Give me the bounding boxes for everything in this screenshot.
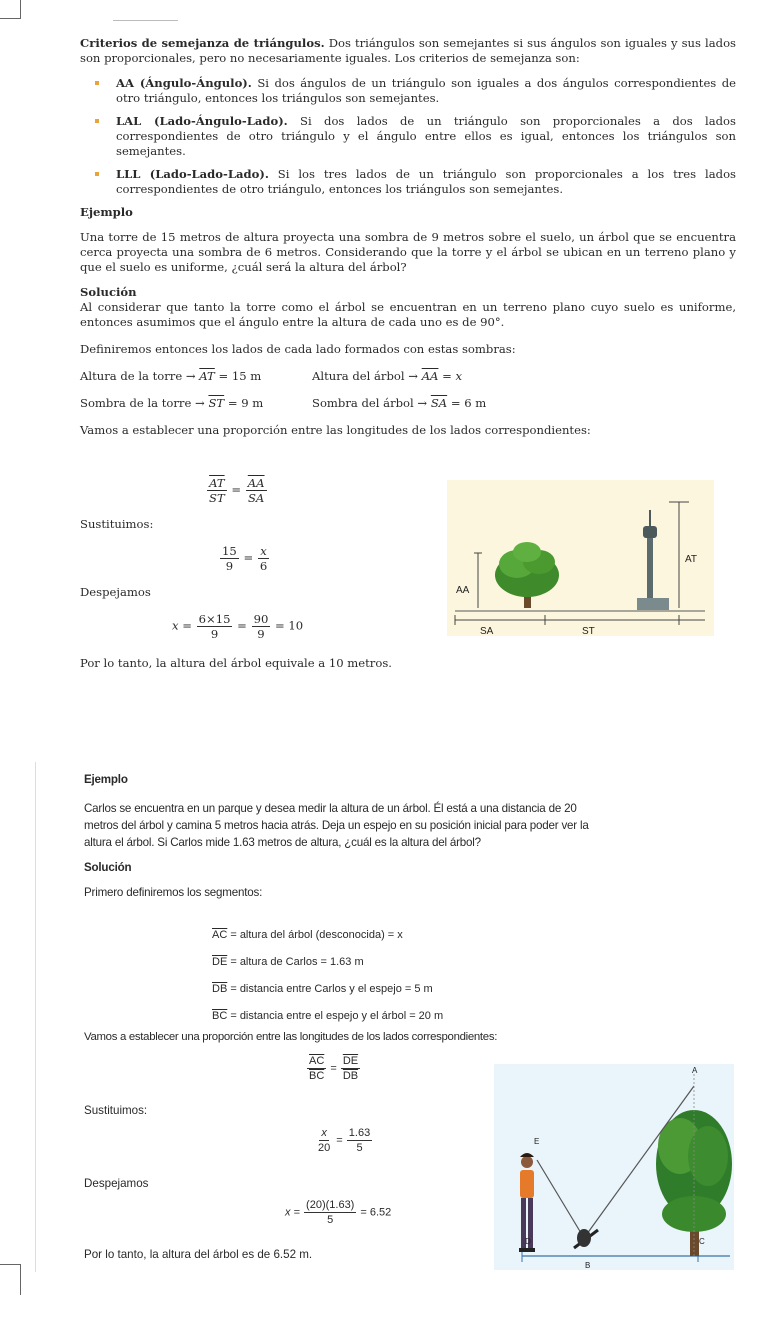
proportion-equation: $\frac{\overline{AT}}{ST}$ = $\frac{\overline{AA}}{SA}$ [209,476,265,505]
frac-num: x [260,544,267,558]
frac-den: SA [247,491,265,505]
label-a: A [692,1066,698,1075]
frac-num: $\overline{AT}$ [209,476,225,490]
substitute-label: Sustituimos: [80,517,154,531]
segment-ac: $\overline{AC}$ [212,929,228,941]
segment-st: $\overline{ST}$ [208,396,225,410]
definition-ac [212,922,443,949]
tree-crown-top [513,542,541,562]
eq-lhs: x = [172,618,192,633]
definition-db [212,976,443,1003]
page-top-rule [113,20,178,21]
segment-aa: $\overline{AA}$ [421,369,439,383]
def-label: Sombra del árbol → [312,396,428,410]
example2-substitute-label: Sustituimos: [84,1104,148,1117]
definition-text: = distancia entre el espejo y el árbol = 20 m [227,1010,444,1022]
example1-conclusion: Por lo tanto, la altura del árbol equivale a 10 metros. [80,656,392,670]
definition-text: = distancia entre Carlos y el espejo = 5 m [227,983,433,995]
frac-den: 9 [257,627,265,641]
criteria-intro [80,36,736,66]
example2-solve-label: Despejamos [84,1177,149,1190]
criteria-name: LLL (Lado-Lado-Lado). [116,167,269,181]
segment-sa: $\overline{SA}$ [430,396,448,410]
label-c: C [699,1237,705,1246]
criteria-text: Si los tres lados de un triángulo son proporcionales a los tres lados correspondientes de otro triángulo, entonces los triángulos son semejantes. [116,167,736,196]
frac-num: 1.63 [348,1127,371,1139]
frac-den: 6 [259,559,268,573]
segment-at: $\overline{AT}$ [199,369,215,383]
criteria-text: Si dos ángulos de un triángulo son iguales a dos ángulos correspondientes de otro triángulo, entonces los triángulos son semejantes. [116,76,737,105]
frac-num: 15 [222,544,237,558]
solve-equation: x = $\frac{6\times 15}{9}$ = $\frac{90}{9}$ = 10 [172,612,304,641]
page-corner-mark [0,1264,21,1295]
example2-intro: Primero definiremos los segmentos: [84,886,263,899]
tower-tree-figure [447,480,714,636]
criteria-item-lal [116,114,736,159]
criteria-item-lll [116,167,736,197]
def-label: Sombra de la torre → [80,396,205,410]
criteria-list [80,76,736,197]
label-at: AT [685,554,698,565]
example2-proportion-text: Vamos a establecer una proporción entre las longitudes de los lados correspondientes: [84,1031,498,1043]
segment-bc: $\overline{BC}$ [212,1010,228,1022]
mirror [577,1229,591,1247]
definitions-row-heights [80,369,736,384]
frac-den: ST [209,491,225,505]
def-value: = x [442,369,463,383]
example2-heading: Ejemplo [84,773,128,786]
frac-den: 9 [225,559,234,573]
segment-db: $\overline{DB}$ [212,983,228,995]
criteria-item-aa [116,76,736,106]
frac-den: 9 [210,627,219,641]
example2-conclusion: Por lo tanto, la altura del árbol es de 6.52 m. [84,1248,313,1261]
definition-text: = altura de Carlos = 1.63 m [227,956,364,968]
example2-solution-heading: Solución [84,861,132,874]
definition-bc [212,1003,443,1030]
carlos-shoe [519,1248,527,1252]
example1-solution-p1: Al considerar que tanto la torre como el árbol se encuentran en un terreno plano cuyo suelo es uniforme, entonces asumimos que el ángulo entre la altura de cada uno es de 90°. [80,300,736,329]
example1-solution-heading: Solución [80,285,137,299]
carlos-shoe [527,1248,535,1252]
example2-solve-equation [285,1198,391,1227]
definition-de [212,949,443,976]
criteria-title: Criterios de semejanza de triángulos. [80,36,325,50]
example1-problem: Una torre de 15 metros de altura proyecta una sombra de 9 metros sobre el suelo, un árbol que se encuentra cerca proyecta una sombra de 6 metros. Considerando que la torre y el árbol se ubican en un terreno plano y que el suelo es uniforme, ¿cuál será la altura del árbol? [80,230,736,274]
frac-den: DB [342,1070,359,1082]
page-corner-mark [0,0,21,19]
frac-num: $\overline{AA}$ [247,476,265,490]
frac-num: 90 [253,612,269,626]
eq-result: = 6.52 [360,1206,392,1219]
definition-text: = altura del árbol (desconocida) = x [227,929,403,941]
frac-den: BC [309,1070,325,1082]
label-d: D [525,1237,531,1246]
example1-solution-p2: Definiremos entonces los lados de cada lado formados con estas sombras: [80,342,516,356]
frac-num: $\overline{AC}$ [309,1055,325,1067]
tower-base [637,598,669,610]
label-b: B [585,1261,591,1270]
label-sa: SA [480,626,494,636]
figure-background [447,480,714,636]
tower-shaft [647,536,653,608]
definitions-row-shadows [80,396,736,411]
frac-num: (20)(1.63) [306,1199,355,1211]
carlos-shirt [520,1170,534,1198]
def-label: Altura del árbol → [312,369,418,383]
solve-label: Despejamos [80,585,151,599]
def-label: Altura de la torre → [80,369,196,383]
def-value: = 15 m [218,369,262,383]
example2-problem: Carlos se encuentra en un parque y desea medir la altura de un árbol. Él está a una distancia de 20 metros del árbol y camina 5 metros hacia atrás. Deja un espejo en su posición inicial para poder ver la altura el árbol. Si Carlos mide 1.63 metros de altura, ¿cuál es la altura del árbol? [84,802,589,849]
frac-den: 20 [318,1142,331,1154]
frac-num: 6×15 [198,612,231,626]
carlos-head [521,1156,533,1168]
frac-num: $\overline{DE}$ [342,1055,359,1067]
segment-de: $\overline{DE}$ [212,956,228,968]
label-e: E [534,1137,540,1146]
def-value: = 6 m [450,396,487,410]
criteria-name: LAL (Lado-Ángulo-Lado). [116,114,288,128]
example1-proportion-text: Vamos a establecer una proporción entre las longitudes de los lados correspondientes: [80,423,591,437]
tower-pod [643,526,657,538]
frac-den: 5 [327,1214,334,1226]
page-divider [35,762,36,1272]
criteria-text: Si dos lados de un triángulo son proporcionales a dos lados correspondientes de otro triángulo y el ángulo entre ellos es igual, entonces los triángulos son semejantes. [116,114,736,158]
eq-lhs: x = [285,1206,300,1219]
criteria-intro-text: Dos triángulos son semejantes si sus ángulos son iguales y sus lados son proporcionales, pero no necesariamente iguales. Los criterios de semejanza son: [80,36,736,65]
document-section-criteria [80,36,736,438]
example2-proportion-equation: $\frac{\overline{AC}}{BC}$ = $\frac{\overline{DE}}{DB}$ [309,1055,359,1082]
label-st: ST [582,626,595,636]
eq-result: = 10 [275,618,304,633]
criteria-name: AA (Ángulo-Ángulo). [116,76,252,90]
mirror-tree-figure [494,1064,734,1270]
substitution-equation: $\frac{15}{9}$ = $\frac{x}{6}$ [222,544,268,573]
segment-definitions [212,922,443,1030]
label-aa: AA [456,585,470,596]
frac-num: x [321,1127,327,1139]
def-value: = 9 m [227,396,264,410]
document-section-example2 [84,771,606,901]
example2-substitution-equation: $\frac{x}{20}$ = $\frac{1.63}{5}$ [318,1127,371,1154]
example1-heading: Ejemplo [80,205,133,219]
frac-den: 5 [356,1142,363,1154]
